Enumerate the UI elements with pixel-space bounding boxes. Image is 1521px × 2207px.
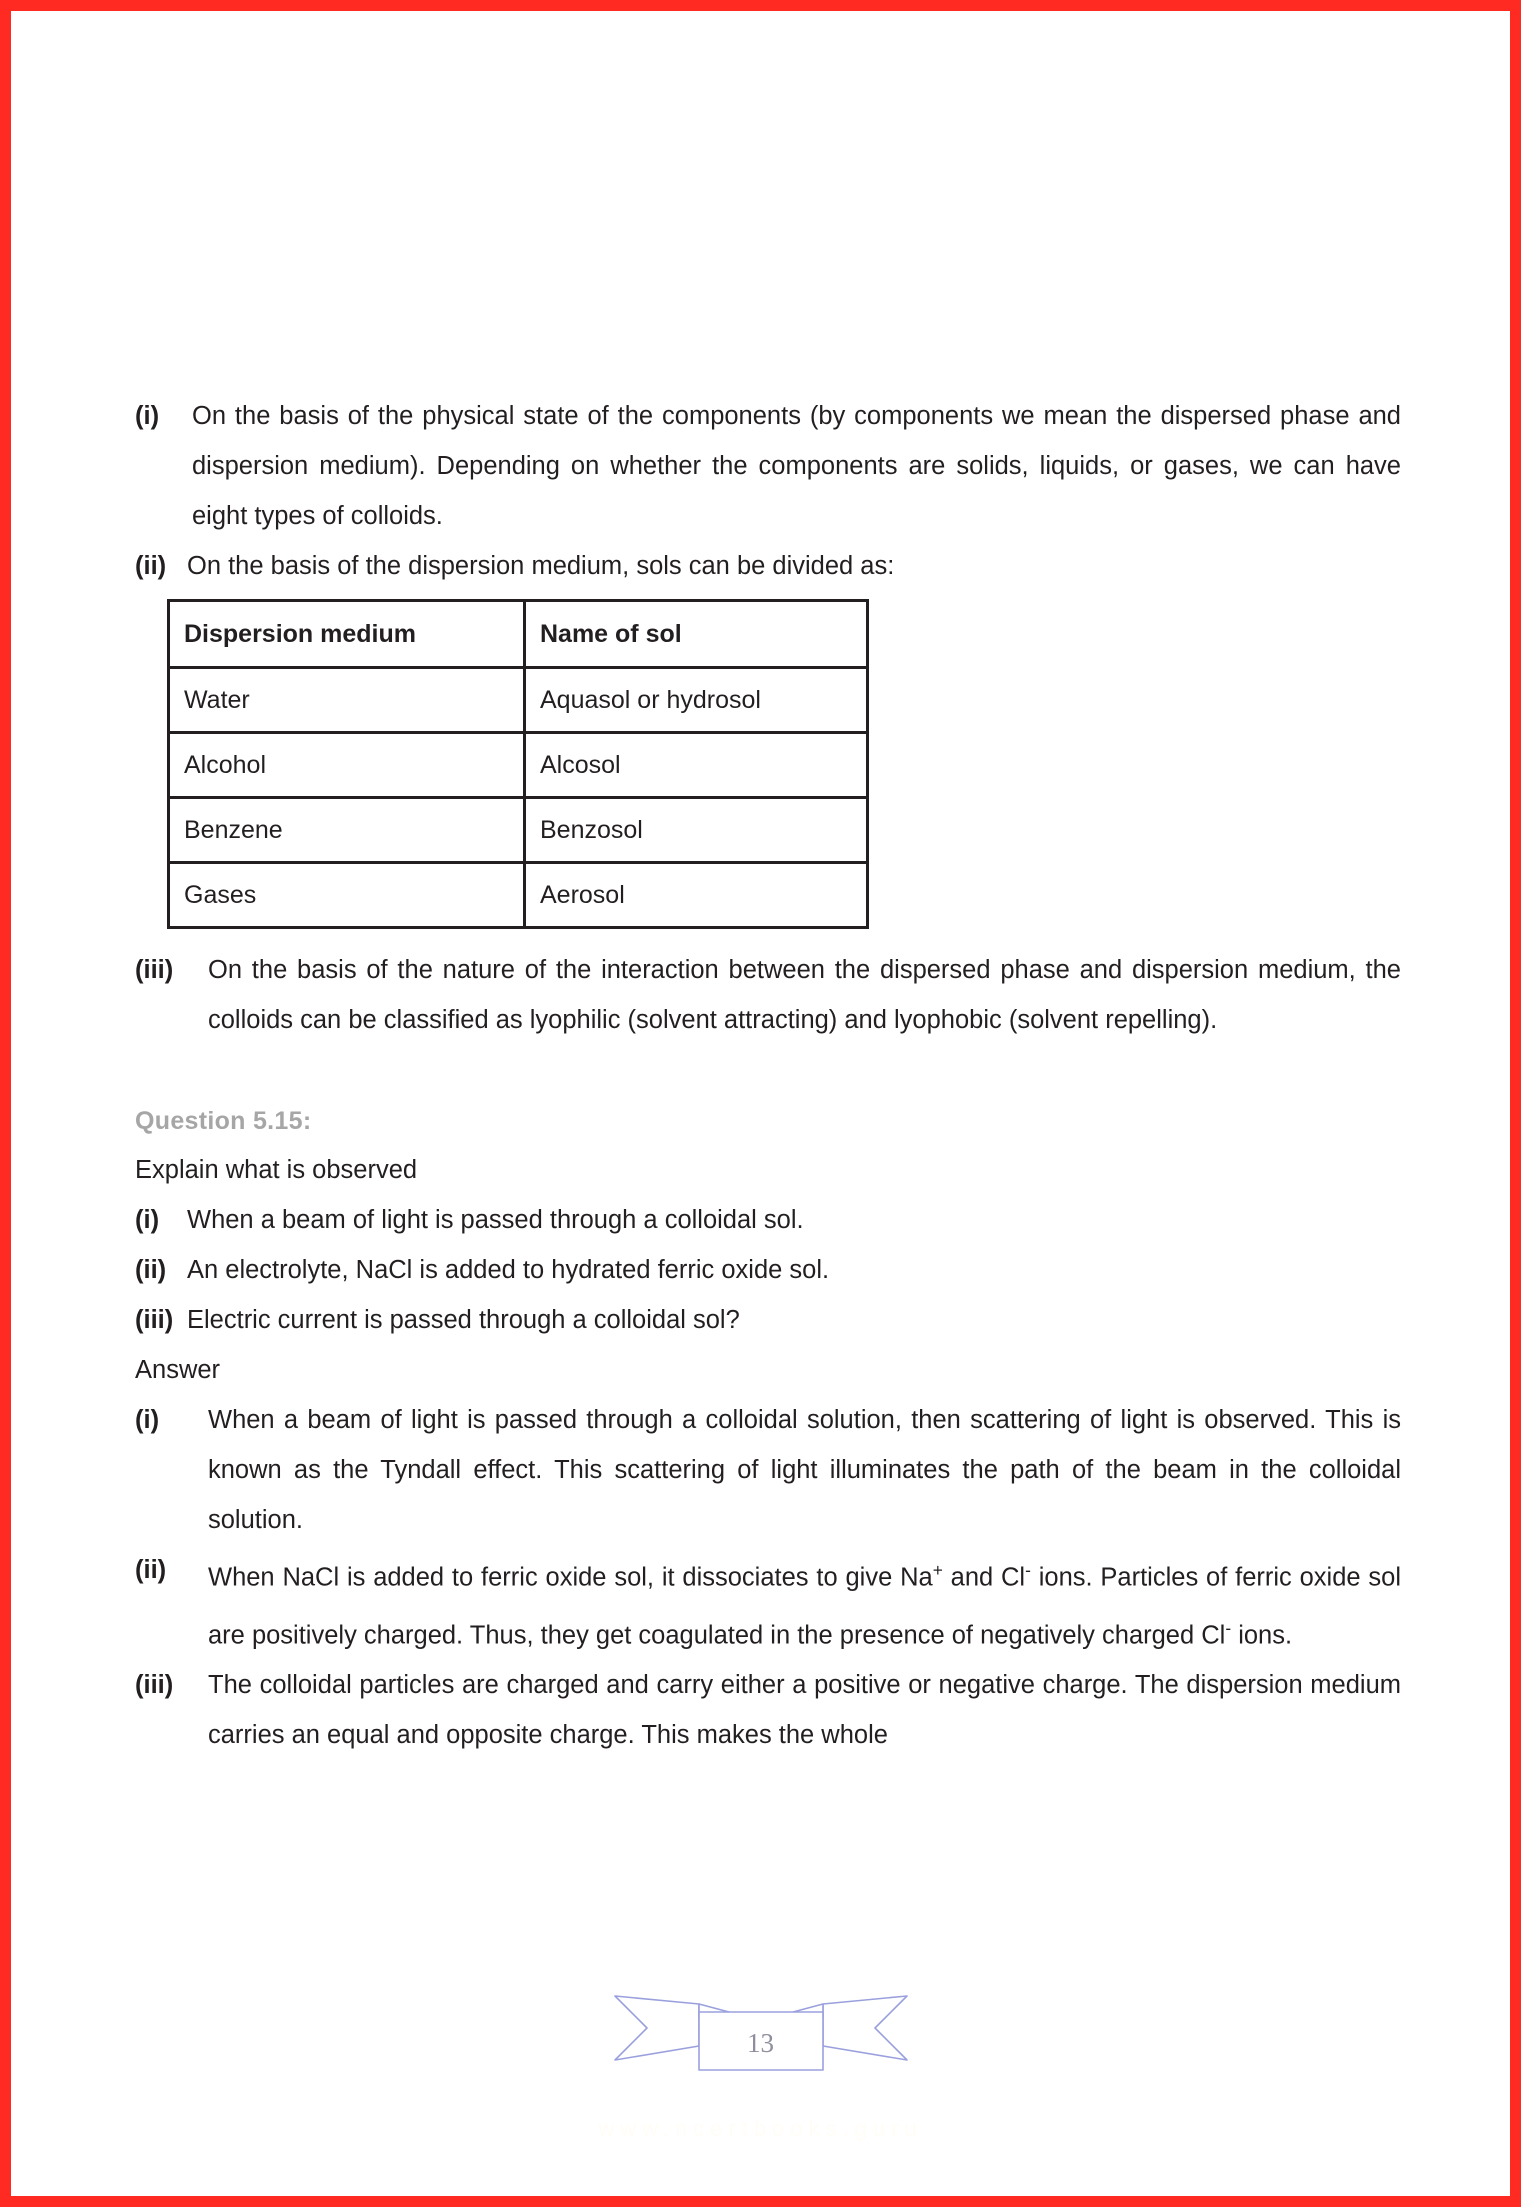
table-cell-medium: Benzene bbox=[169, 798, 525, 863]
list-text: The colloidal particles are charged and carry either a positive or negative charge. The dispersion medium carries an equal and opposite charge. This makes the whole bbox=[208, 1671, 1401, 1749]
table-header-cell: Dispersion medium bbox=[169, 601, 525, 668]
sodium-charge-superscript: + bbox=[932, 1560, 943, 1580]
table-header-cell: Name of sol bbox=[525, 601, 868, 668]
table-header-row bbox=[169, 601, 868, 668]
list-text: On the basis of the physical state of the components (by components we mean the dispersed phase and dispersion medium). Depending on whether the components are solids, liquids, or gases, we can have eight types of colloids. bbox=[192, 402, 1401, 530]
list-marker: (ii) bbox=[135, 1256, 167, 1284]
list-text: An electrolyte, NaCl is added to hydrated ferric oxide sol. bbox=[187, 1256, 830, 1284]
page-number: 13 bbox=[747, 2028, 774, 2058]
list-marker: (i) bbox=[135, 402, 160, 430]
list-text bbox=[208, 1545, 1401, 1660]
answer-part bbox=[135, 1660, 1401, 1760]
page-content bbox=[135, 391, 1401, 1760]
page-inner bbox=[11, 11, 1510, 2196]
table-row bbox=[169, 863, 868, 928]
table-cell-medium: Gases bbox=[169, 863, 525, 928]
spacer bbox=[135, 929, 1401, 945]
chloride-charge-superscript: - bbox=[1025, 1560, 1031, 1580]
question-part bbox=[135, 1245, 1401, 1295]
chloride-charge-superscript-2: - bbox=[1225, 1617, 1232, 1638]
table-row bbox=[169, 733, 868, 798]
answer-text-segment: and Cl bbox=[942, 1563, 1026, 1592]
site-watermark: www.ncertbooks.guru bbox=[598, 2116, 923, 2141]
answer-text-segment: ions. Particles of ferric oxide sol are positively charged. Thus, they get coagulated in the presence of negatively charged Cl bbox=[208, 1563, 1401, 1649]
list-marker: (ii) bbox=[135, 1556, 167, 1584]
page-number-ribbon bbox=[611, 1976, 911, 2081]
table-cell-sol: Benzosol bbox=[525, 798, 868, 863]
list-marker: (iii) bbox=[135, 956, 174, 984]
sol-table-wrapper bbox=[167, 599, 1401, 929]
answer-text-segment: When NaCl is added to ferric oxide sol, it dissociates to give Na bbox=[208, 1563, 933, 1592]
list-marker: (ii) bbox=[135, 552, 167, 580]
question-heading: Question 5.15: bbox=[135, 1107, 312, 1135]
answer-part bbox=[135, 1545, 1401, 1660]
table-cell-medium: Alcohol bbox=[169, 733, 525, 798]
list-text: When a beam of light is passed through a colloidal sol. bbox=[187, 1206, 804, 1234]
dispersion-medium-table bbox=[167, 599, 869, 929]
list-text: Electric current is passed through a colloidal sol? bbox=[187, 1306, 740, 1334]
list-text: On the basis of the nature of the interaction between the dispersed phase and dispersion medium, the colloids can be classified as lyophilic (solvent attracting) and lyophobic (solvent repelling). bbox=[208, 956, 1401, 1034]
table-cell-sol: Alcosol bbox=[525, 733, 868, 798]
list-marker: (i) bbox=[135, 1406, 160, 1434]
list-item bbox=[135, 391, 1401, 541]
spacer bbox=[135, 1045, 1401, 1097]
table-cell-sol: Aerosol bbox=[525, 863, 868, 928]
table-cell-medium: Water bbox=[169, 668, 525, 733]
question-prompt: Explain what is observed bbox=[135, 1156, 418, 1184]
answer-part bbox=[135, 1395, 1401, 1545]
list-marker: (iii) bbox=[135, 1671, 174, 1699]
list-text: When a beam of light is passed through a colloidal solution, then scattering of light is observed. This is known as the Tyndall effect. This scattering of light illuminates the path of the beam in the colloidal solution. bbox=[208, 1406, 1401, 1534]
list-marker: (i) bbox=[135, 1206, 160, 1234]
table-row bbox=[169, 798, 868, 863]
answer-label: Answer bbox=[135, 1356, 221, 1384]
list-item bbox=[135, 945, 1401, 1045]
question-part bbox=[135, 1295, 1401, 1345]
list-marker: (iii) bbox=[135, 1306, 174, 1334]
answer-text-segment: ions. bbox=[1231, 1621, 1293, 1649]
list-item bbox=[135, 541, 1401, 591]
table-cell-sol: Aquasol or hydrosol bbox=[525, 668, 868, 733]
question-part bbox=[135, 1195, 1401, 1245]
table-row bbox=[169, 668, 868, 733]
list-text: On the basis of the dispersion medium, sols can be divided as: bbox=[187, 552, 895, 580]
